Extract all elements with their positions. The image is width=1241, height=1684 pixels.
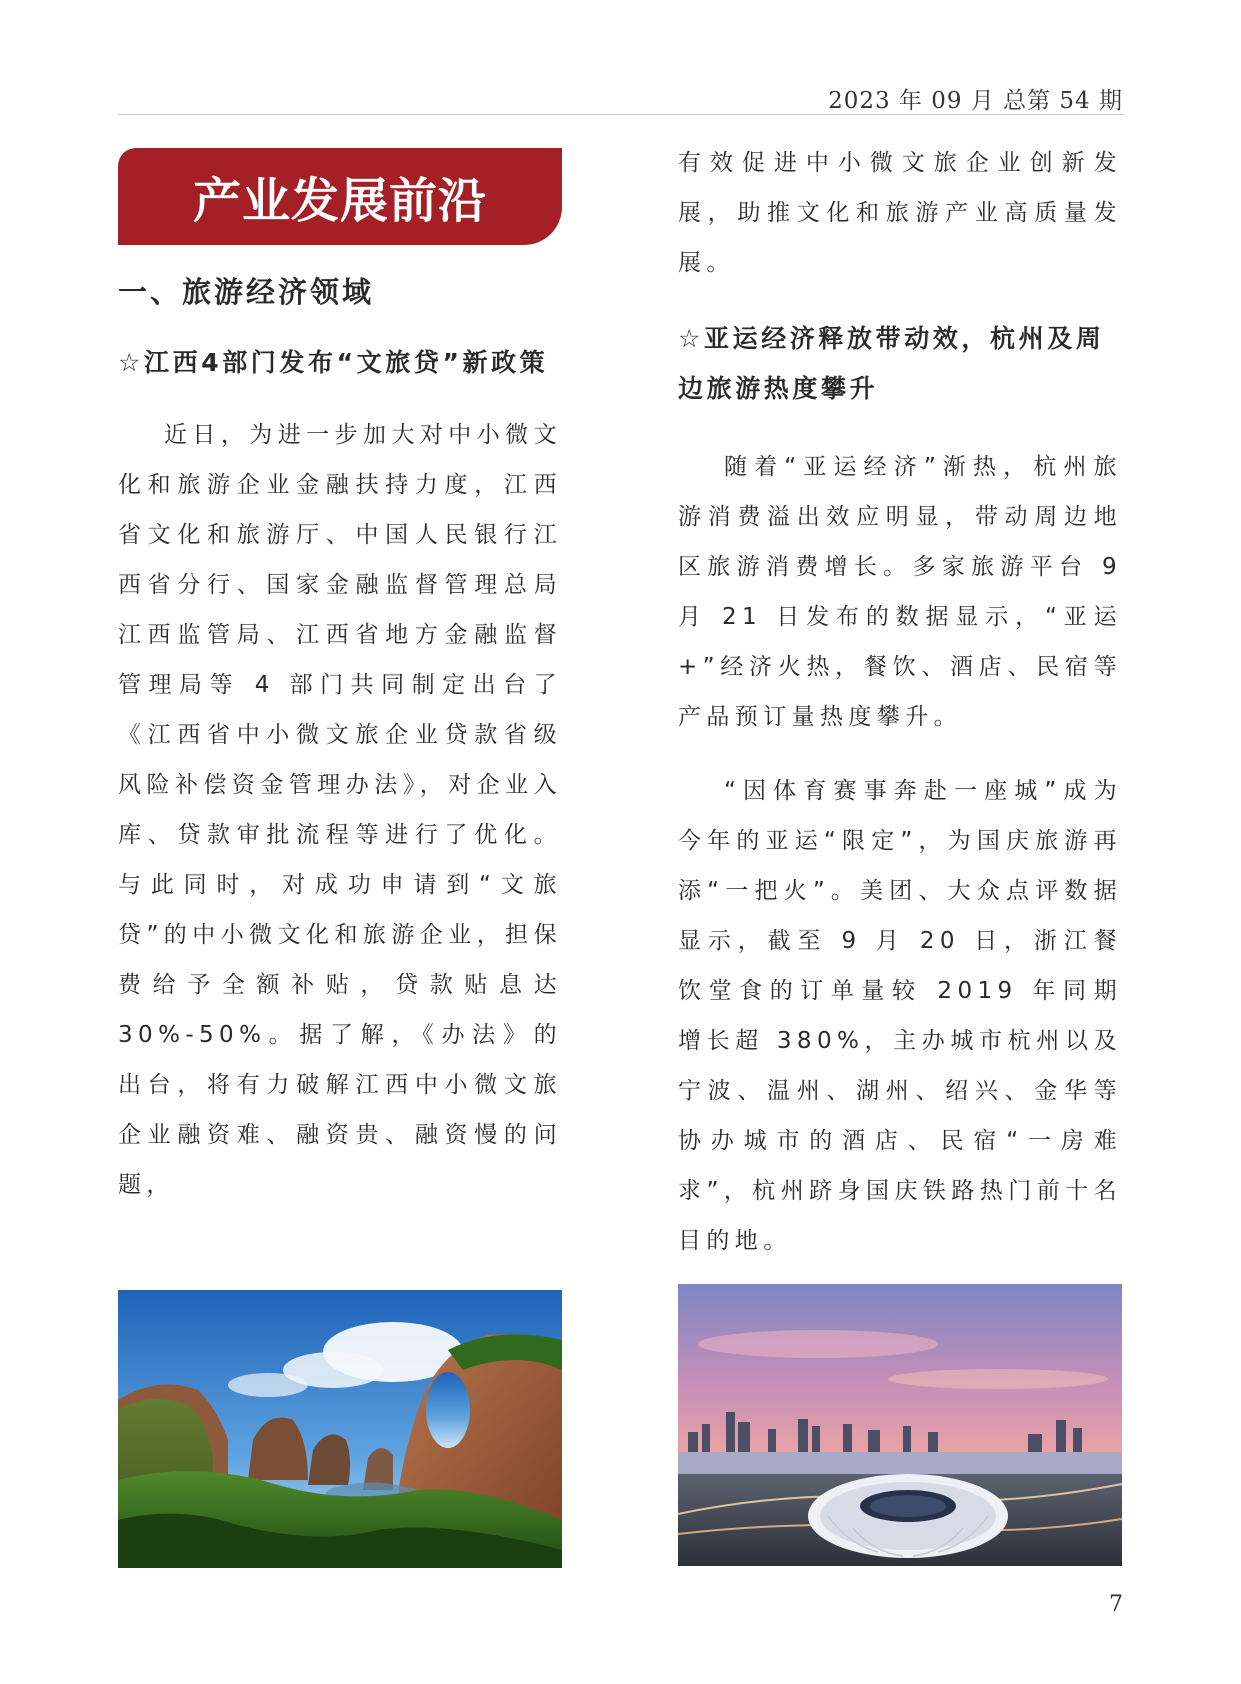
article-paragraph: “因体育赛事奔赴一座城”成为今年的亚运“限定”，为国庆旅游再添“一把火”。美团、大众点评数据显示，截至 9 月 20 日，浙江餐饮堂食的订单量较 2019 年同期增长超 380%，主办城市杭州以及宁波、温州、湖州、绍兴、金华等协办城市的酒店、民宿“一房难求”，杭州跻身国庆铁路热门前十名目的地。	[678, 778, 1122, 1254]
article-title: ☆江西4部门发布“文旅贷”新政策	[118, 348, 549, 377]
issue-info: 2023 年 09 月 总第 54 期	[828, 88, 1123, 114]
article-paragraph: 近日，为进一步加大对中小微文化和旅游企业金融扶持力度，江西省文化和旅游厅、中国人民银行江西省分行、国家金融监督管理总局江西监管局、江西省地方金融监督管理局等 4 部门共同制定出台了《江西省中小微文旅企业贷款省级风险补偿资金管理办法》，对企业入库、贷款审批流程等进行了优化。与此同时，对成功申请到“文旅贷”的中小微文化和旅游企业，担保费给予全额补贴，贷款贴息达 30%-50%。据了解，《办法》的出台，将有力破解江西中小微文旅企业融资难、融资贵、融资慢的问题，	[118, 422, 562, 1198]
article-paragraph: 随着“亚运经济”渐热，杭州旅游消费溢出效应明显，带动周边地区旅游消费增长。多家旅游平台 9 月 21 日发布的数据显示，“亚运 +”经济火热，餐饮、酒店、民宿等产品预订量热度攀升。	[678, 454, 1122, 730]
section-banner: 产业发展前沿	[118, 148, 562, 245]
mountain-landscape-image	[118, 1290, 562, 1568]
hangzhou-stadium-image	[678, 1284, 1122, 1566]
article-title: ☆亚运经济释放带动效，杭州及周边旅游热度攀升	[678, 324, 1105, 403]
left-column	[118, 272, 562, 1210]
hangzhou-stadium-photo	[678, 1284, 1122, 1566]
section-heading: 一、旅游经济领域	[118, 275, 375, 309]
page-number: 7	[1109, 1592, 1123, 1617]
mountain-landscape-photo	[118, 1290, 562, 1568]
right-column	[678, 138, 1122, 1266]
article-paragraph-continued: 有效促进中小微文旅企业创新发展，助推文化和旅游产业高质量发展。	[678, 150, 1122, 276]
